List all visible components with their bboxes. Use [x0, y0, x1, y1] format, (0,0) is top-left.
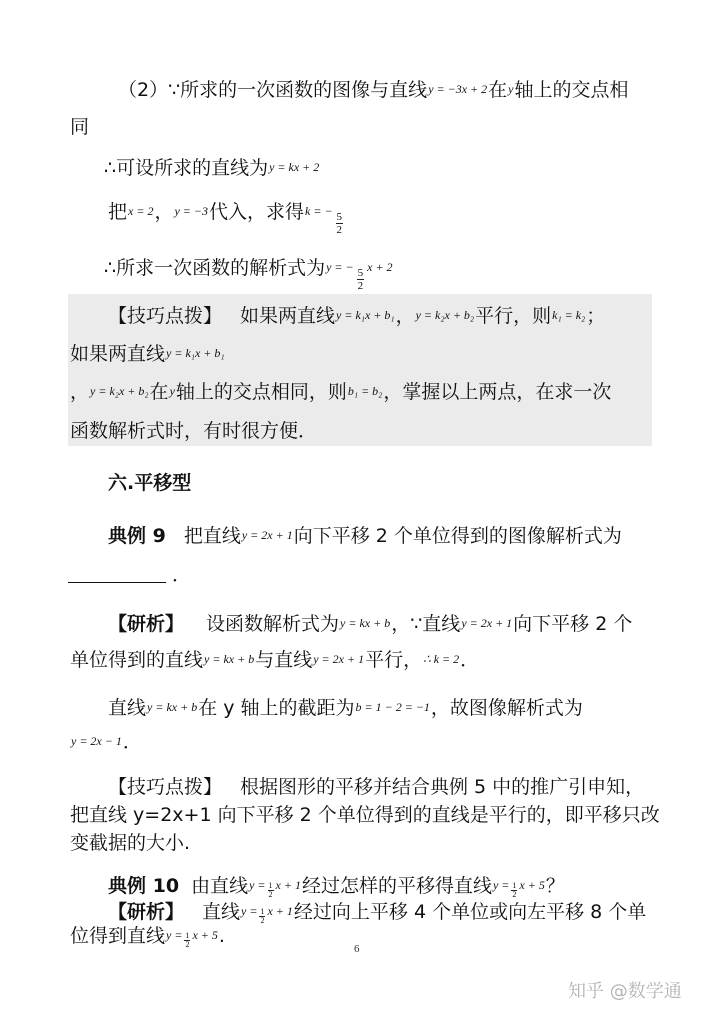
math-expression: k = −	[305, 204, 333, 218]
math-expression: k₁ = k₂	[552, 308, 586, 322]
math-expression: b = 1 − 2 = −1	[355, 700, 430, 714]
tip-box-line-1: 【技巧点拨】 如果两直线y = k₁x + b₁，y = k₂x + b₂平行，则k₁ = k₂；	[108, 305, 606, 327]
fraction: $\frac{5}{2}$	[357, 267, 364, 292]
math-expression: y = 2x + 1	[313, 652, 365, 666]
math-expression: y = kx + b	[204, 652, 255, 666]
math-expression: ∴ k = 2	[423, 652, 460, 666]
section-two-line-4: 把x = 2，y = −3代入，求得k = − $\frac{5}{2}$	[108, 201, 343, 236]
analysis-heading: 【研析】	[108, 901, 185, 923]
math-expression: x + 2	[367, 260, 393, 274]
example-9-line-1: 典例 9 把直线y = 2x + 1向下平移 2 个单位得到的图像解析式为	[108, 525, 622, 547]
section-two-line-2: 同	[70, 116, 90, 138]
example-10-line: 典例 10 由直线y = $\frac{1}{2}$ x + 1经过怎样的平移得直线y = $\frac{1}{2}$ x + 5？	[108, 875, 565, 899]
section-two-line-1: （2）∵所求的一次函数的图像与直线y = −3x + 2在y轴上的交点相	[118, 79, 629, 101]
math-variable: y	[508, 82, 514, 96]
fraction: $\frac{5}{2}$	[336, 211, 343, 236]
tip-2-line-3: 变截据的大小.	[70, 832, 191, 854]
math-expression: y = −3	[174, 204, 208, 218]
analysis-9-line-1: 【研析】 设函数解析式为y = kx + b，∵直线y = 2x + 1向下平移 2 个	[108, 613, 633, 635]
tip-heading: 【技巧点拨】	[108, 305, 223, 327]
math-expression: y = 2x + 1	[241, 528, 293, 542]
watermark: 知乎 @数学通	[568, 981, 682, 1002]
page-number: 6	[354, 943, 360, 955]
analysis-10-line-2: 位得到直线y = $\frac{1}{2}$ x + 5.	[70, 925, 225, 949]
math-expression: y = k₁x + b₁	[166, 346, 225, 360]
math-expression: y =	[166, 928, 183, 942]
math-expression: y = kx + b	[340, 616, 391, 630]
example-label: 典例 10	[108, 875, 180, 897]
fraction: $\frac{1}{2}$	[185, 931, 190, 949]
math-expression: x + 1	[267, 904, 293, 918]
math-expression: y = −	[326, 260, 354, 274]
example-9-line-2: ．	[68, 562, 191, 588]
analysis-heading: 【研析】	[108, 613, 185, 635]
section-two-line-5: ∴所求一次函数的解析式为y = − $\frac{5}{2}$ x + 2	[104, 257, 393, 292]
fraction: $\frac{1}{2}$	[268, 881, 273, 899]
analysis-9-line-4: y = 2x − 1．	[71, 731, 142, 753]
math-expression: x + 5	[519, 878, 545, 892]
math-expression: b₁ = b₂	[347, 384, 383, 398]
math-expression: x = 2	[128, 204, 154, 218]
tip-box-line-2: 如果两直线y = k₁x + b₁	[70, 343, 225, 365]
tip-2-line-1: 【技巧点拨】 根据图形的平移并结合典例 5 中的推广引申知，	[108, 776, 645, 798]
math-expression: y =	[249, 878, 266, 892]
math-expression: y = kx + 2	[269, 160, 320, 174]
math-expression: y = k₂x + b₂	[415, 308, 475, 322]
answer-blank	[68, 566, 166, 583]
fraction: $\frac{1}{2}$	[260, 907, 265, 925]
math-expression: y = kx + b	[147, 700, 198, 714]
fraction: $\frac{1}{2}$	[512, 881, 517, 899]
math-variable: y	[169, 384, 175, 398]
math-expression: x + 1	[275, 878, 301, 892]
tip-box-line-4: 函数解析式时，有时很方便．	[70, 420, 318, 442]
math-expression: x + 5	[192, 928, 218, 942]
tip-heading: 【技巧点拨】	[108, 776, 223, 798]
section-two-line-3: ∴可设所求的直线为y = kx + 2	[104, 157, 320, 179]
section-six-heading: 六.平移型	[108, 472, 192, 494]
math-expression: y = 2x + 1	[461, 616, 513, 630]
analysis-9-line-3: 直线y = kx + b在 y 轴上的截距为b = 1 − 2 = −1，故图像解析式为	[108, 697, 583, 719]
analysis-9-line-2: 单位得到的直线y = kx + b与直线y = 2x + 1平行，∴ k = 2．	[70, 649, 480, 671]
example-label: 典例 9	[108, 525, 166, 547]
math-expression: y = k₁x + b₁	[336, 308, 395, 322]
math-expression: y = 2x − 1	[71, 734, 122, 748]
math-expression: y =	[241, 904, 258, 918]
analysis-10-line-1: 【研析】 直线y = $\frac{1}{2}$ x + 1经过向上平移 4 个单位或向左平移 8 个单	[108, 901, 647, 925]
math-expression: y =	[492, 878, 510, 892]
math-expression: y = −3x + 2	[428, 82, 488, 96]
tip-2-line-2: 把直线 y=2x+1 向下平移 2 个单位得到的直线是平行的，即平移只改	[70, 804, 660, 826]
math-expression: y = k₂x + b₂	[90, 384, 149, 398]
tip-box-line-3: ，y = k₂x + b₂在y轴上的交点相同，则b₁ = b₂，掌握以上两点，在求一次	[70, 381, 612, 403]
